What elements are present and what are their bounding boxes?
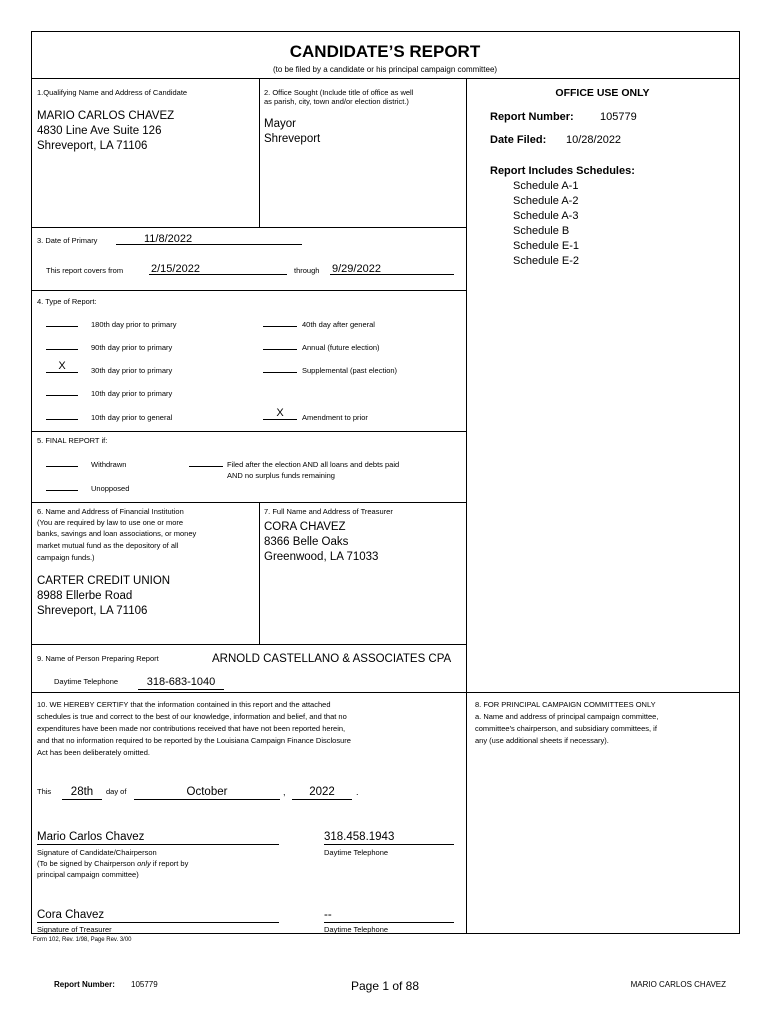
office-sought: Mayor [264,118,296,130]
checkbox-amendment[interactable]: X [263,407,297,420]
cert-month: October [134,785,280,800]
section8-line: 8. FOR PRINCIPAL CAMPAIGN COMMITTEES ONLY [475,700,656,709]
certify-line: and that no information required to be reported by the Louisiana Campaign Finance Disclosure [37,736,351,745]
option-10th-general: 10th day prior to general [91,413,173,422]
date-filed: 10/28/2022 [566,134,622,146]
option-90th: 90th day prior to primary [91,343,173,352]
option-supplemental: Supplemental (past election) [302,366,398,375]
candidate-sig-note [37,859,188,869]
date-comma: , [283,787,286,797]
treasurer-signature: Cora Chavez [37,908,279,923]
candidate-address: 4830 Line Ave Suite 126 [37,125,162,137]
checkbox-10th-general[interactable] [46,407,78,420]
date-filed-label: Date Filed: [490,134,547,146]
checkbox-filed-after[interactable] [189,454,223,467]
cert-day: 28th [62,785,102,800]
day-of-label: day of [106,787,127,796]
divider-vertical-right-col [466,78,467,934]
divider-vertical-1-2 [259,78,260,228]
candidate-phone: 318.458.1943 [324,830,454,845]
option-filed-after-1: Filed after the election AND all loans and debts paid [227,460,400,469]
candidate-sig-label: Signature of Candidate/Chairperson [37,848,157,857]
checkbox-10th-primary[interactable] [46,383,78,396]
section8-line: a. Name and address of principal campaign committee, [475,712,659,721]
office-district: Shreveport [264,133,321,145]
frame-top [31,31,740,32]
section6-note: market mutual fund as the depository of all [37,541,179,550]
section6-note: campaign funds.) [37,553,95,562]
section9-label: 9. Name of Person Preparing Report [37,654,159,663]
checkbox-withdrawn[interactable] [46,454,78,467]
option-40th-general: 40th day after general [302,320,375,329]
candidate-city: Shreveport, LA 71106 [37,140,148,152]
treasurer-sig-label: Signature of Treasurer [37,925,112,934]
schedule-item: Schedule A-1 [513,180,579,192]
divider-section9 [31,644,467,645]
option-30th: 30th day prior to primary [91,366,173,375]
section5-label: 5. FINAL REPORT if: [37,436,108,445]
treasurer-name: CORA CHAVEZ [264,521,346,533]
certify-line: 10. WE HEREBY CERTIFY that the information contained in this report and the attached [37,700,331,709]
bank-city: Shreveport, LA 71106 [37,605,148,617]
cert-year: 2022 [292,785,352,800]
primary-date: 11/8/2022 [116,233,302,245]
option-annual: Annual (future election) [302,343,380,352]
schedule-item: Schedule E-1 [513,240,580,252]
certify-line: schedules is true and correct to the best of our knowledge, information and belief, and that no [37,712,347,721]
form-id: Form 102, Rev. 1/98, Page Rev. 3/00 [33,937,132,943]
divider-section5 [31,431,467,432]
option-10th-primary: 10th day prior to primary [91,389,173,398]
section8-line: committee's chairperson, and subsidiary committees, if [475,724,657,733]
preparer-phone: 318-683-1040 [138,675,224,690]
checkbox-40th-general[interactable] [263,314,297,327]
bank-address: 8988 Ellerbe Road [37,590,133,602]
covers-from-date: 2/15/2022 [149,263,287,275]
office-use-title: OFFICE USE ONLY [555,87,650,99]
divider-section3 [31,227,467,228]
candidate-name: MARIO CARLOS CHAVEZ [37,110,175,122]
divider-section6 [31,502,467,503]
treasurer-phone-label: Daytime Telephone [324,925,389,934]
section3-label: 3. Date of Primary [37,236,98,245]
form-title: CANDIDATE’S REPORT [289,42,481,61]
checkbox-unopposed[interactable] [46,478,78,491]
divider-section4 [31,290,467,291]
report-number-label: Report Number: [490,111,574,123]
preparer-phone-label: Daytime Telephone [54,677,119,686]
option-unopposed: Unopposed [91,484,130,493]
checkbox-annual[interactable] [263,337,297,350]
schedule-item: Schedule B [513,225,570,237]
through-label: through [294,266,320,275]
footer-name: MARIO CARLOS CHAVEZ [630,980,726,989]
covers-label: This report covers from [46,266,124,275]
treasurer-city: Greenwood, LA 71033 [264,551,379,563]
schedule-item: Schedule A-3 [513,210,579,222]
divider-vertical-6-7 [259,502,260,645]
option-filed-after-2: AND no surplus funds remaining [227,471,335,480]
treasurer-address: 8366 Belle Oaks [264,536,349,548]
certify-line: expenditures have been made nor contributions received that have not been reported herein, [37,724,346,733]
footer-page: Page 1 of 88 [350,979,420,993]
section8-line: any (use additional sheets if necessary). [475,736,609,745]
option-amendment: Amendment to prior [302,413,368,422]
treasurer-phone: -- [324,908,454,923]
section7-label: 7. Full Name and Address of Treasurer [264,507,393,516]
frame-right [739,31,740,934]
form-subtitle: (to be filed by a candidate or his principal campaign committee) [272,65,498,74]
schedules-label: Report Includes Schedules: [490,165,635,177]
checkbox-supplemental[interactable] [263,360,297,373]
checkbox-90th[interactable] [46,337,78,350]
section4-label: 4. Type of Report: [37,297,97,306]
section2-label-1: 2. Office Sought (Include title of office as well [264,88,414,97]
report-number: 105779 [600,111,637,123]
footer-report-number: 105779 [131,980,158,989]
note-emphasis: only [137,859,151,868]
divider-section10 [31,692,740,693]
candidate-phone-label: Daytime Telephone [324,848,389,857]
date-period: . [356,787,359,797]
this-label: This [37,787,52,796]
section6-note: (You are required by law to use one or more [37,518,184,527]
footer-report-label: Report Number: [54,980,115,989]
checkbox-30th[interactable]: X [46,360,78,373]
bank-name: CARTER CREDIT UNION [37,575,171,587]
section2-label-2: as parish, city, town and/or election district.) [264,97,409,106]
schedule-item: Schedule E-2 [513,255,580,267]
covers-through-date: 9/29/2022 [330,263,454,275]
note-part: if report by [150,859,189,868]
candidate-sig-note-2: principal campaign committee) [37,870,139,879]
section6-label: 6. Name and Address of Financial Institution [37,507,184,516]
checkbox-180th[interactable] [46,314,78,327]
section6-note: banks, savings and loan associations, or money [37,529,197,538]
divider-under-header [31,78,740,79]
option-withdrawn: Withdrawn [91,460,127,469]
note-part: (To be signed by Chairperson [37,859,138,868]
frame-left [31,31,32,934]
preparer-name: ARNOLD CASTELLANO & ASSOCIATES CPA [212,653,452,665]
section1-label: 1.Qualifying Name and Address of Candidate [37,88,188,97]
certify-line: Act has been deliberately omitted. [37,748,150,757]
candidate-signature: Mario Carlos Chavez [37,830,279,845]
schedule-item: Schedule A-2 [513,195,579,207]
option-180th: 180th day prior to primary [91,320,177,329]
